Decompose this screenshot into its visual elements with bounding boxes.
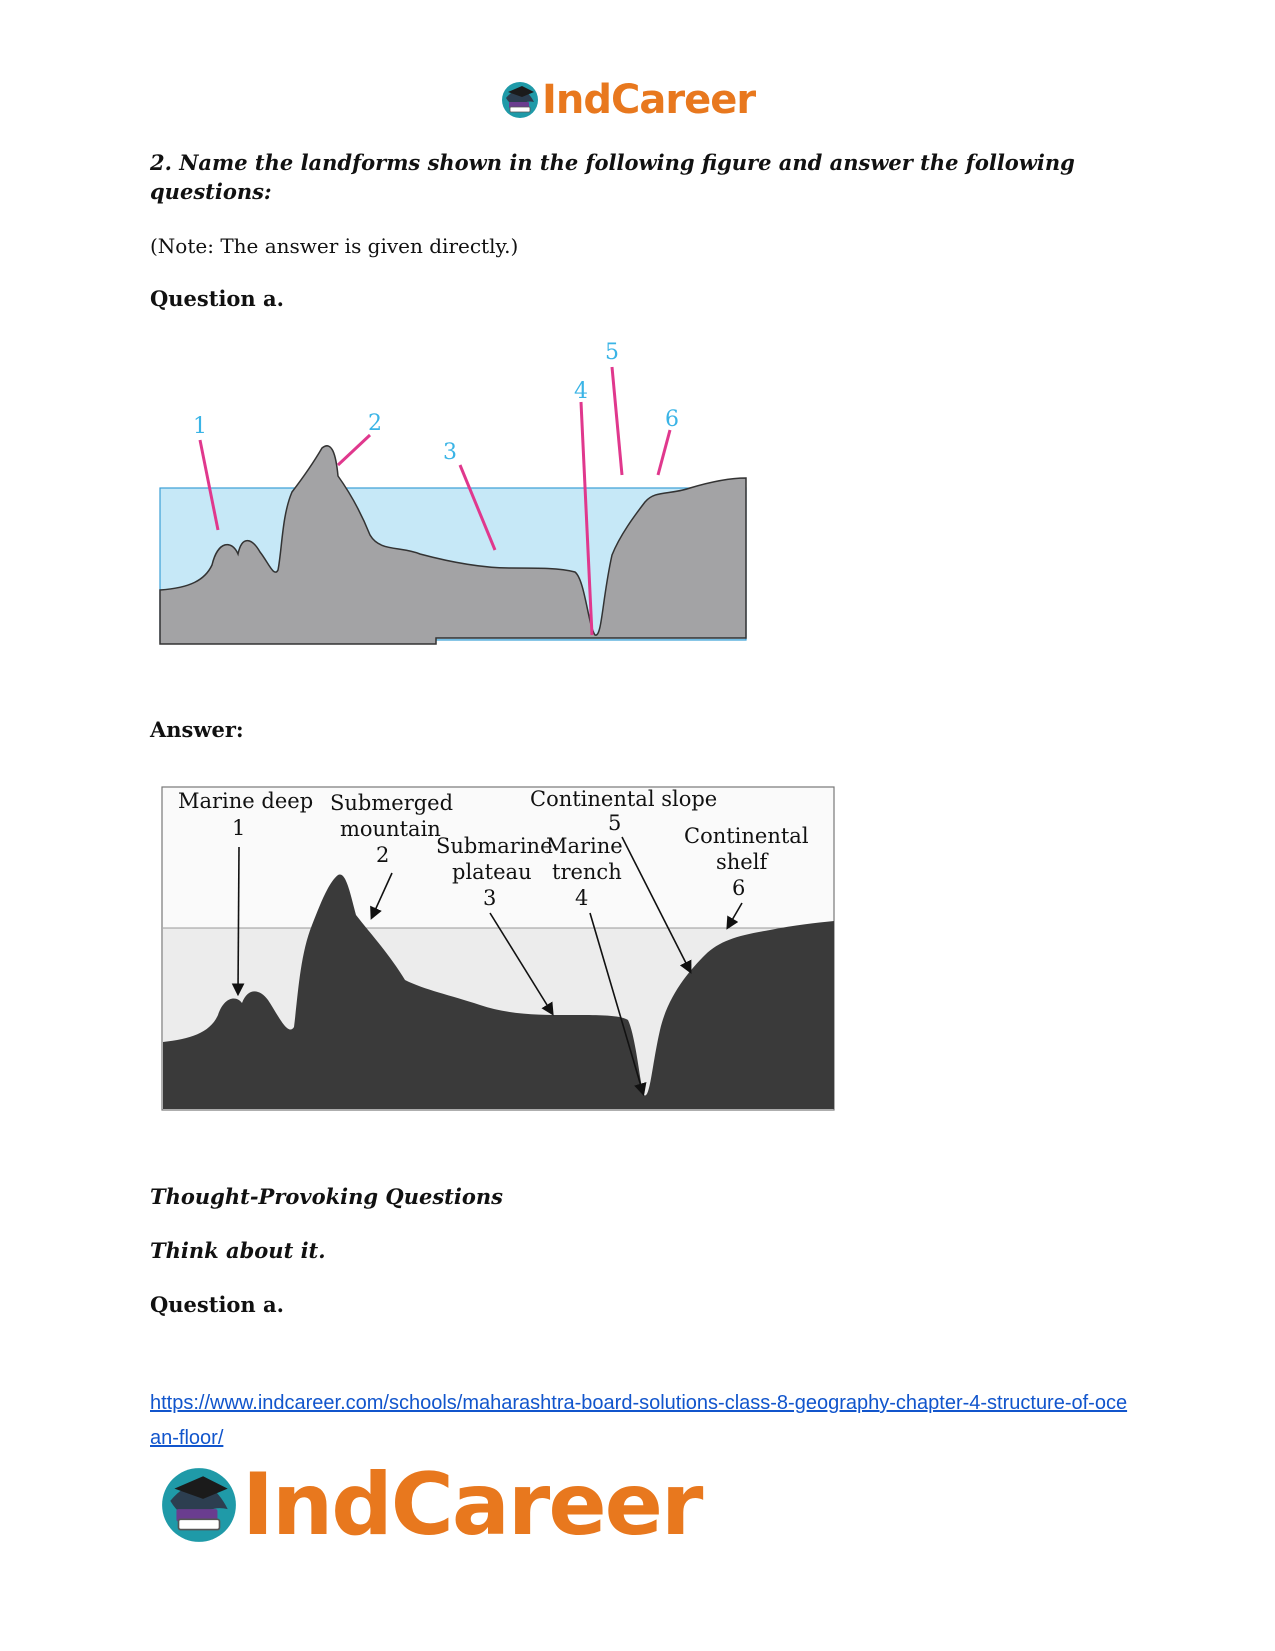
label-submarine-line1: Submarine <box>436 834 553 858</box>
label-submerged-line1: Submerged <box>330 791 454 815</box>
label-shelf-line1: Continental <box>684 824 809 848</box>
answer-number-3: 3 <box>483 886 497 910</box>
answer-arrow-1 <box>238 847 239 993</box>
answer-number-4: 4 <box>575 886 589 910</box>
figure-number-5: 5 <box>605 340 619 365</box>
figure-number-6: 6 <box>665 407 679 432</box>
label-submarine-line2: plateau <box>452 860 532 884</box>
pointer-line-5 <box>612 367 622 475</box>
think-subheading: Think about it. <box>150 1238 326 1263</box>
indcareer-logo-top[interactable] <box>500 77 756 123</box>
thought-heading: Thought-Provoking Questions <box>150 1184 503 1209</box>
label-trench-line2: trench <box>552 860 622 884</box>
figure-number-1: 1 <box>193 414 207 439</box>
pointer-line-6 <box>658 430 670 475</box>
logo-wordmark: IndCareer <box>242 1455 702 1555</box>
answer-number-1: 1 <box>232 816 246 840</box>
answer-label: Answer: <box>150 717 244 742</box>
label-trench-line1: Marine <box>546 834 623 858</box>
source-link[interactable]: https://www.indcareer.com/schools/maharashtra-board-solutions-class-8-geography-chapter-4-structure-of-ocean-floor/ <box>150 1392 1128 1449</box>
globe-cap-icon <box>158 1464 240 1546</box>
globe-cap-icon <box>500 80 540 120</box>
logo-wordmark: IndCareer <box>542 77 756 123</box>
thought-question-label: Question a. <box>150 1292 284 1317</box>
question-label: Question a. <box>150 286 284 311</box>
ocean-floor-answer-figure <box>150 775 850 1145</box>
ocean-floor-figure <box>150 340 765 650</box>
label-continental-slope: Continental slope <box>530 787 718 811</box>
answer-number-6: 6 <box>732 876 746 900</box>
label-submerged-line2: mountain <box>340 817 441 841</box>
indcareer-logo-bottom[interactable] <box>158 1455 702 1555</box>
pointer-line-2 <box>338 435 370 465</box>
figure-number-4: 4 <box>574 379 588 404</box>
label-shelf-line2: shelf <box>716 850 768 874</box>
note-text: (Note: The answer is given directly.) <box>150 234 519 258</box>
answer-number-2: 2 <box>376 843 390 867</box>
question-heading: 2. Name the landforms shown in the following figure and answer the following questions: <box>150 150 1075 204</box>
answer-number-5: 5 <box>608 811 622 835</box>
figure-number-2: 2 <box>368 411 382 436</box>
label-marine-deep: Marine deep <box>178 789 314 813</box>
figure-number-3: 3 <box>443 440 457 465</box>
